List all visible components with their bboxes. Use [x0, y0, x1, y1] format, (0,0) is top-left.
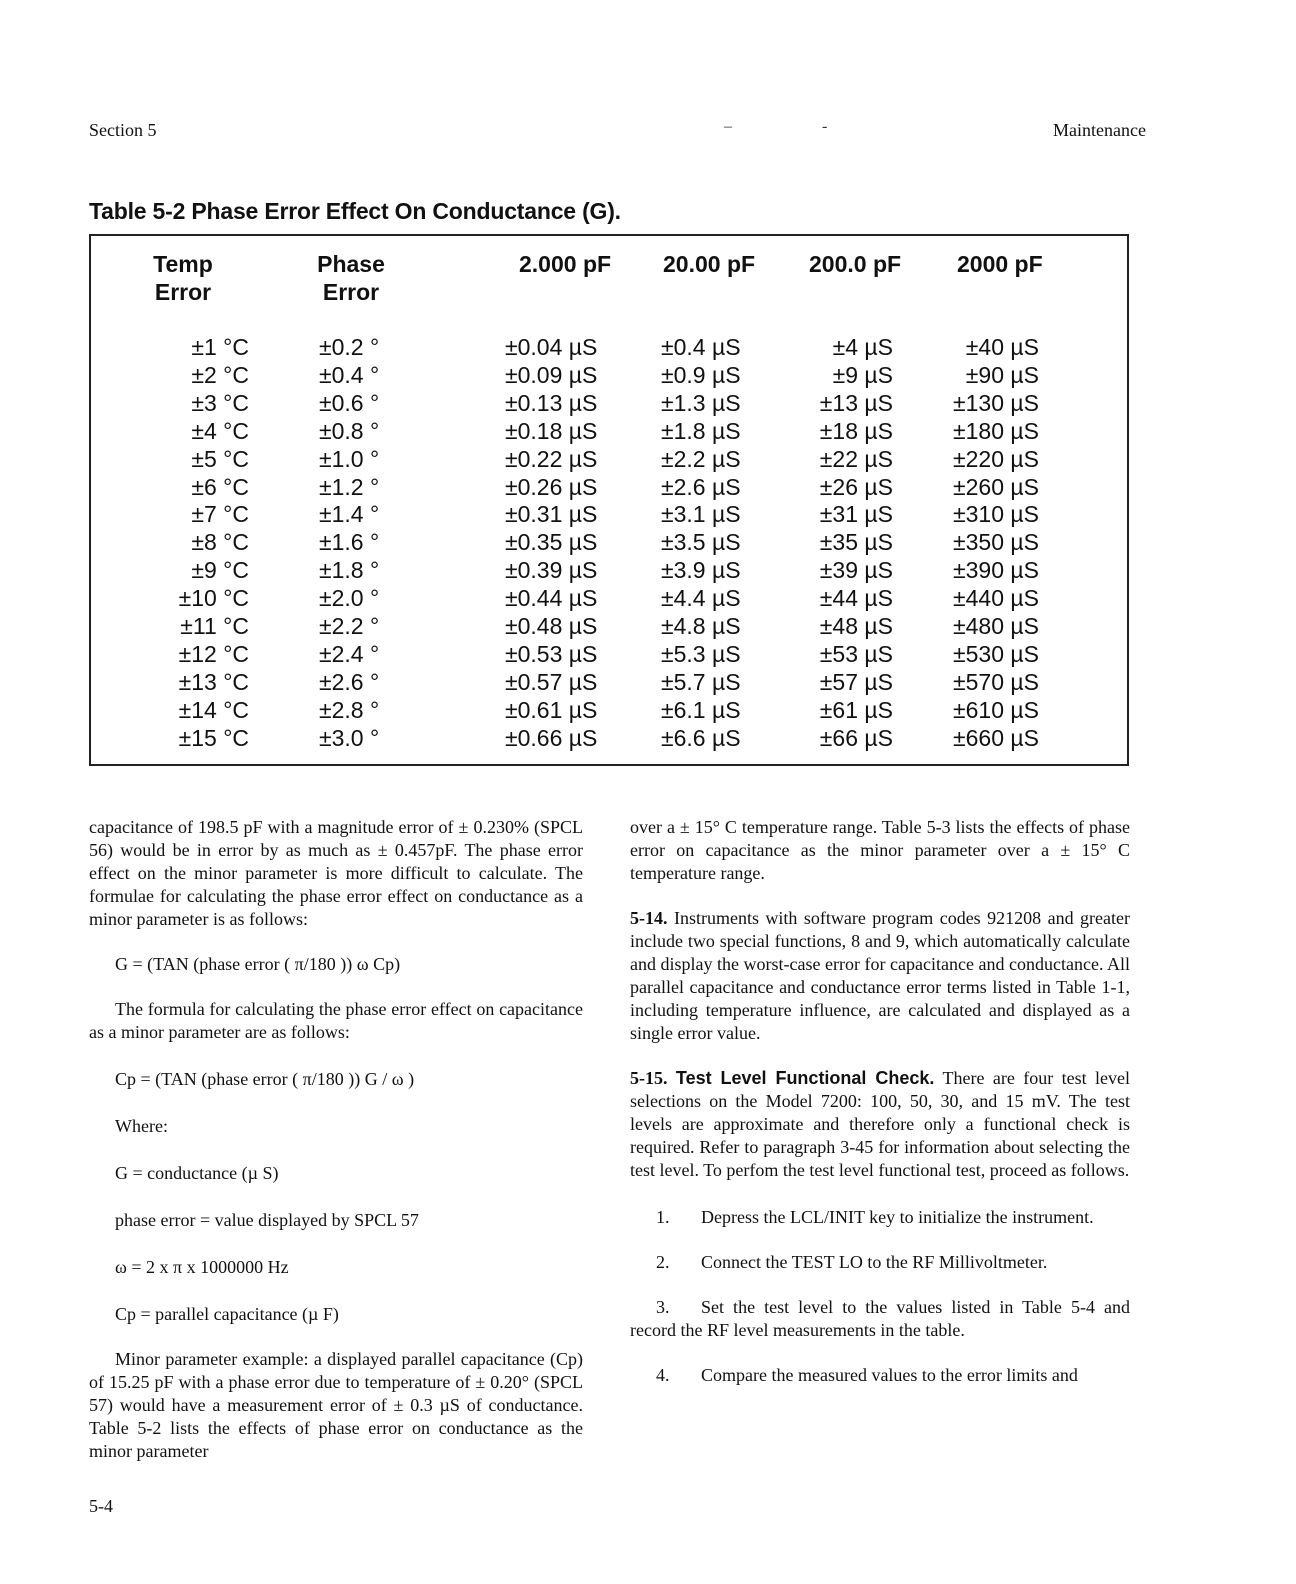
step-number: 1. [656, 1207, 670, 1227]
cell-temp-error: ±5 °C [191, 445, 249, 472]
cell-temp-error: ±3 °C [191, 389, 249, 416]
step-list [630, 1206, 1130, 1387]
where-label: Where: [115, 1116, 168, 1136]
cell-20pF: ±0.9 µS [661, 361, 741, 388]
header-temp [143, 250, 223, 306]
cell-temp-error: ±9 °C [191, 557, 249, 584]
cell-phase-error: ±2.2 ° [319, 613, 380, 639]
step-text: Set the test level to the values listed in Table 5-4 and record the RF level measurements in the table. [630, 1297, 1130, 1340]
cell-2pF: ±0.44 µS [505, 585, 598, 612]
cell-phase-error: ±2.6 ° [319, 668, 380, 695]
left-column [89, 816, 583, 1463]
cell-20pF: ±2.6 µS [661, 473, 741, 500]
cell-2pF: ±0.31 µS [505, 501, 598, 528]
cell-2000pF: ±660 µS [953, 724, 1039, 751]
cell-phase-error: ±1.8 ° [319, 557, 380, 584]
definition-phase-error: phase error = value displayed by SPCL 57 [115, 1210, 419, 1230]
header-temp-line2: Error [154, 279, 212, 305]
header-phase [311, 250, 391, 306]
header-20pF: 20.00 pF [663, 251, 756, 277]
cell-temp-error: ±15 °C [178, 724, 249, 751]
cell-temp-error: ±13 °C [178, 668, 249, 695]
cell-2000pF: ±440 µS [953, 585, 1039, 612]
cell-200pF: ±13 µS [819, 389, 893, 416]
phase-error-table [89, 234, 1129, 766]
cell-temp-error: ±7 °C [191, 501, 249, 528]
cell-2pF: ±0.53 µS [505, 640, 598, 667]
right-column [630, 816, 1130, 1387]
cell-20pF: ±5.3 µS [661, 640, 741, 667]
cell-phase-error: ±0.2 ° [319, 334, 380, 360]
step-item [630, 1206, 1130, 1229]
paragraph-5-14 [630, 907, 1130, 1045]
cell-2000pF: ±260 µS [953, 473, 1039, 500]
cell-2pF: ±0.09 µS [505, 361, 598, 388]
header-phase-line2: Error [322, 279, 380, 305]
cell-2000pF: ±90 µS [965, 361, 1039, 388]
cell-phase-error: ±0.4 ° [319, 361, 380, 388]
header-dash: - [822, 118, 828, 135]
step-item [630, 1251, 1130, 1274]
cell-temp-error: ±10 °C [178, 585, 249, 612]
cell-200pF: ±31 µS [819, 501, 893, 528]
cell-200pF: ±48 µS [819, 613, 893, 639]
formula-conductance: G = (TAN (phase error ( π/180 )) ω Cp) [115, 954, 401, 974]
cell-20pF: ±4.4 µS [661, 585, 741, 612]
cell-200pF: ±53 µS [819, 640, 893, 667]
cell-20pF: ±6.1 µS [661, 696, 741, 723]
cell-2000pF: ±130 µS [953, 389, 1039, 416]
cell-200pF: ±35 µS [819, 529, 893, 556]
page-number: 5-4 [89, 1496, 113, 1516]
step-text: Depress the LCL/INIT key to initialize the instrument. [701, 1207, 1094, 1227]
cell-2000pF: ±610 µS [953, 696, 1039, 723]
cell-2pF: ±0.04 µS [505, 334, 598, 360]
cell-20pF: ±3.9 µS [661, 557, 741, 584]
cell-20pF: ±2.2 µS [661, 445, 741, 472]
cell-temp-error: ±6 °C [191, 473, 249, 500]
cell-20pF: ±1.3 µS [661, 389, 741, 416]
cell-200pF: ±26 µS [819, 473, 893, 500]
cell-2pF: ±0.26 µS [505, 473, 598, 500]
cell-temp-error: ±12 °C [178, 640, 249, 667]
cell-200pF: ±9 µS [832, 361, 893, 388]
cell-20pF: ±4.8 µS [661, 613, 741, 639]
paragraph-text: There are four test level selections on the Model 7200: 100, 50, 30, and 15 mV. The test levels are approximate and therefore only a functional check is required. Refer to paragraph 3-45 for information about selecting the test level. To perfom the test level functional test, proceed as follows. [630, 1068, 1131, 1180]
cell-phase-error: ±1.0 ° [319, 445, 380, 472]
cell-200pF: ±61 µS [819, 696, 893, 723]
cell-2pF: ±0.13 µS [505, 389, 598, 416]
cell-200pF: ±18 µS [819, 417, 893, 444]
cell-2000pF: ±390 µS [953, 557, 1039, 584]
chapter-label: Maintenance [1053, 120, 1146, 140]
cell-temp-error: ±14 °C [178, 696, 249, 723]
cell-phase-error: ±3.0 ° [319, 724, 380, 751]
cell-phase-error: ±1.4 ° [319, 501, 380, 528]
step-number: 3. [656, 1297, 670, 1317]
formula-capacitance: Cp = (TAN (phase error ( π/180 )) G / ω ) [115, 1069, 415, 1089]
cell-2000pF: ±180 µS [953, 417, 1039, 444]
cell-200pF: ±22 µS [819, 445, 893, 472]
header-200pF: 200.0 pF [809, 251, 902, 277]
cell-phase-error: ±2.8 ° [319, 696, 380, 723]
step-number: 2. [656, 1252, 670, 1272]
cell-2000pF: ±570 µS [953, 668, 1039, 695]
header-2pF: 2.000 pF [519, 251, 612, 277]
step-item [630, 1364, 1130, 1387]
cell-temp-error: ±4 °C [191, 417, 249, 444]
cell-200pF: ±57 µS [819, 668, 893, 695]
paragraph-text: Instruments with software program codes 921208 and greater include two special functions, 8 and 9, which automatically calculate and display the worst-case error for capacitance and conductance. All parallel capacitance and conductance error terms listed in Table 1-1, including temperature influence, are calculated and displayed as a single error value. [630, 908, 1130, 1043]
paragraph-number: 5-15. [630, 1068, 668, 1088]
header-dash: – [724, 118, 732, 135]
definition-omega: ω = 2 x π x 1000000 Hz [115, 1257, 289, 1277]
cell-2pF: ±0.35 µS [505, 529, 598, 556]
paragraph-5-15 [630, 1067, 1130, 1182]
cell-temp-error: ±8 °C [191, 529, 249, 556]
cell-20pF: ±6.6 µS [661, 724, 741, 751]
cell-2000pF: ±350 µS [953, 529, 1039, 556]
cell-20pF: ±1.8 µS [661, 417, 741, 444]
step-text: Connect the TEST LO to the RF Millivoltmeter. [701, 1252, 1048, 1272]
cell-2000pF: ±220 µS [953, 445, 1039, 472]
cell-phase-error: ±0.8 ° [319, 417, 380, 444]
definition-cp: Cp = parallel capacitance (µ F) [115, 1304, 339, 1324]
cell-2pF: ±0.57 µS [505, 668, 598, 695]
cell-2000pF: ±480 µS [953, 613, 1039, 639]
cell-2pF: ±0.48 µS [505, 613, 598, 639]
paragraph-title: Test Level Functional Check. [675, 1068, 935, 1088]
cell-20pF: ±3.1 µS [661, 501, 741, 528]
paragraph: The formula for calculating the phase error effect on capacitance as a minor parameter are as follows: [89, 999, 583, 1042]
header-temp-line1: Temp [153, 251, 213, 277]
cell-20pF: ±3.5 µS [661, 529, 741, 556]
cell-20pF: ±0.4 µS [661, 334, 741, 360]
step-number: 4. [656, 1365, 670, 1385]
table-title: Table 5-2 Phase Error Effect On Conductance (G). [89, 198, 621, 224]
definition-g: G = conductance (µ S) [115, 1163, 279, 1183]
cell-200pF: ±66 µS [819, 724, 893, 751]
cell-2pF: ±0.66 µS [505, 724, 598, 751]
cell-20pF: ±5.7 µS [661, 668, 741, 695]
header-phase-line1: Phase [317, 251, 385, 277]
paragraph: over a ± 15° C temperature range. Table 5-3 lists the effects of phase error on capacitance as the minor parameter over a ± 15° C temperature range. [630, 817, 1130, 883]
cell-200pF: ±44 µS [819, 585, 893, 612]
cell-2pF: ±0.22 µS [505, 445, 598, 472]
section-label: Section 5 [89, 120, 157, 140]
cell-2000pF: ±530 µS [953, 640, 1039, 667]
cell-temp-error: ±2 °C [191, 361, 249, 388]
cell-temp-error: ±11 °C [180, 613, 249, 639]
header-2000pF: 2000 pF [957, 251, 1043, 277]
step-text: Compare the measured values to the error limits and [701, 1365, 1078, 1385]
step-item [630, 1296, 1130, 1342]
paragraph-example: Minor parameter example: a displayed parallel capacitance (Cp) of 15.25 pF with a phase error due to temperature of ± 0.20° (SPCL 57) would have a measurement error of ± 0.3 µS of conductance. Table 5-2 lists the effects of phase error on conductance as the minor parameter [89, 1349, 583, 1461]
cell-phase-error: ±0.6 ° [319, 389, 380, 416]
paragraph: capacitance of 198.5 pF with a magnitude error of ± 0.230% (SPCL 56) would be in error by as much as ± 0.457pF. The phase error effect on the minor parameter is more difficult to calculate. The formulae for calculating the phase error effect on conductance as a minor parameter is as follows: [89, 817, 583, 929]
cell-200pF: ±4 µS [832, 334, 893, 360]
paragraph-number: 5-14. [630, 908, 668, 928]
cell-phase-error: ±1.6 ° [319, 529, 380, 556]
cell-2pF: ±0.61 µS [505, 696, 598, 723]
cell-2000pF: ±310 µS [953, 501, 1039, 528]
cell-2pF: ±0.39 µS [505, 557, 598, 584]
cell-2pF: ±0.18 µS [505, 417, 598, 444]
cell-2000pF: ±40 µS [965, 334, 1039, 360]
cell-phase-error: ±2.4 ° [319, 640, 380, 667]
cell-phase-error: ±1.2 ° [319, 473, 380, 500]
cell-temp-error: ±1 °C [191, 334, 249, 360]
cell-phase-error: ±2.0 ° [319, 585, 380, 612]
cell-200pF: ±39 µS [819, 557, 893, 584]
